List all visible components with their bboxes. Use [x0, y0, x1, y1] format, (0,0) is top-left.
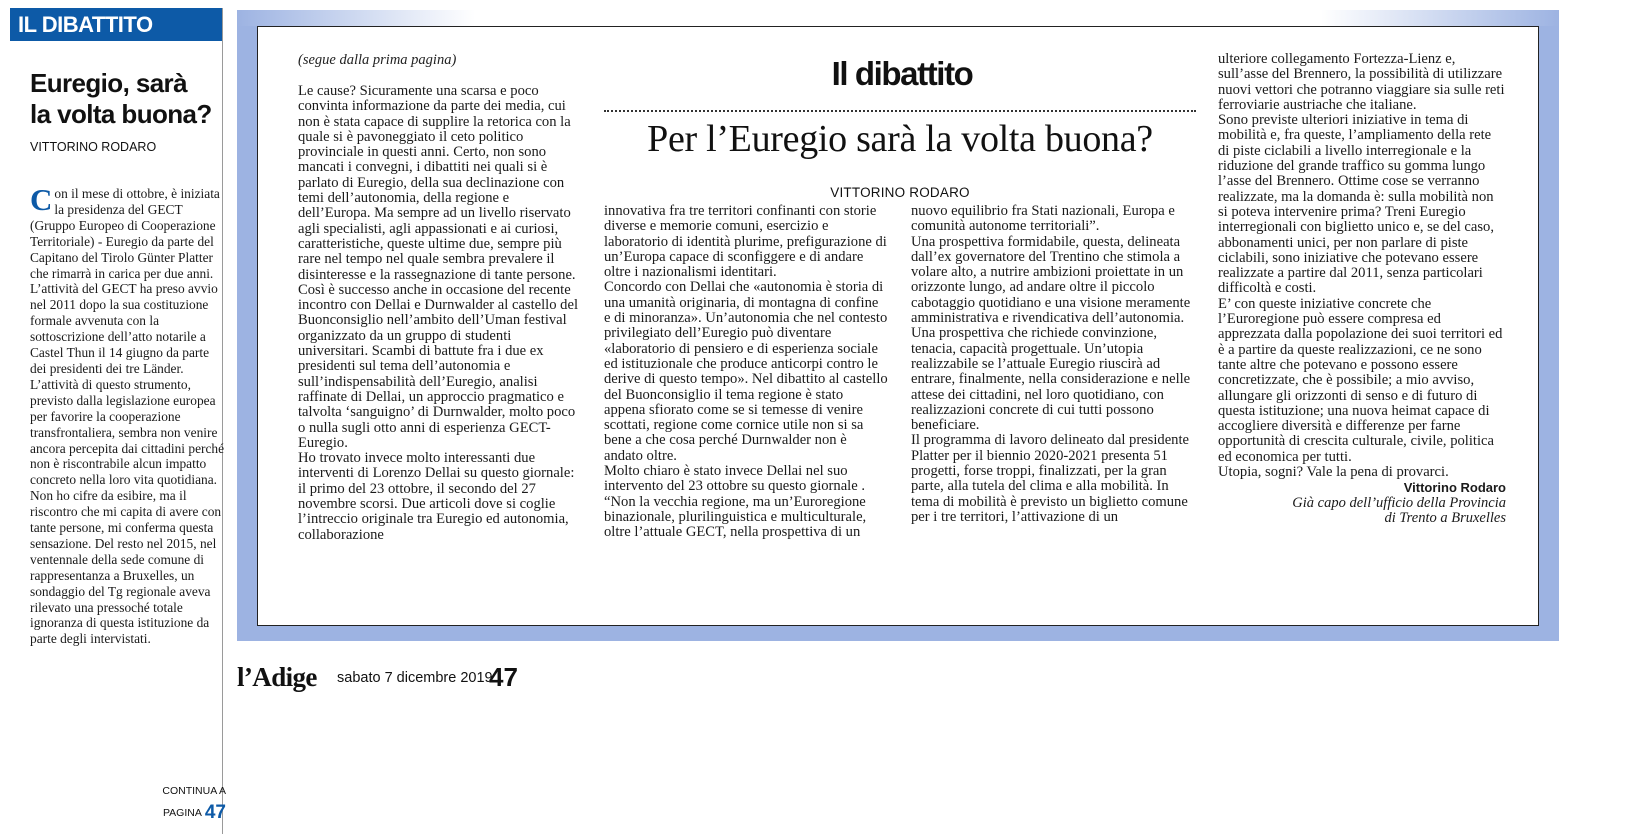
paragraph: Sono previste ulteriori iniziative in tema di mobilità e, fra queste, l’ampliamento della rete di piste ciclabili a livello interregionale e la riduzione del grande traffico su gomma lungo l’asse del Brennero. Ottime cose se verranno realizzate, ma la domanda è: sulla mobilità non si poteva intervenire prima? Treni Euregio interregionali con biglietto unico e, se del caso, abbonamenti unici, per non parlare di piste ciclabili, sono iniziative che potevano essere realizzate a partire dal 2011, senza particolari difficoltà e costi. [1218, 112, 1494, 297]
page-footer [237, 662, 637, 692]
paragraph: Utopia, sogni? Vale la pena di provarci. [1218, 464, 1449, 481]
paragraph: Ho trovato invece molto interessanti due interventi di Lorenzo Dellai su questo giornale: il primo del 23 ottobre, il secondo del 27 novembre scorsi. Due articoli dove si coglie l’intreccio originale tra Euregio ed autonomia, collaborazione [298, 450, 575, 543]
article-headline: Per l’Euregio sarà la volta buona? [647, 118, 1153, 160]
left-headline-line2: la volta buona? [30, 99, 212, 129]
article-frame [237, 10, 1559, 641]
paragraph: innovativa fra tre territori confinanti con storie diverse e memorie comuni, esercizio e laboratorio di identità plurime, prefigurazione di un’Europa capace di sconfiggere e di andare oltre i nazionalismi identitari. [604, 203, 887, 281]
left-body-paragraph: on il mese di ottobre, è iniziata la presidenza del GECT (Gruppo Europeo di Cooperazione Territoriale) - Euregio da parte del Capitano del Tirolo Günter Platter che rimarrà in carica per due anni. L’attività del GECT ha preso avvio nel 2011 dopo la sua costituzione formale avvenuta con la sottoscrizione dell’atto notarile a Castel Thun il 14 giugno da parte dei presidenti dei tre Länder. L’attività di questo strumento, previsto dalla legislazione europea per favorire la cooperazione transfrontaliera, sembra non venire ancora percepita dai cittadini perché non è riscontrabile alcun impatto concreto nella loro vita quotidiana. Non ho cifre da esibire, ma il riscontro che mi capita di avere con tante persone, mi conferma questa sensazione. Del resto nel 2015, nel ventennale della sede comune di rappresentanza a Bruxelles, un sondaggio del Tg regionale aveva rilevato una pressoché totale ignoranza di questa istituzione da parte degli intervistati. [30, 186, 225, 647]
continue-link[interactable] [98, 780, 226, 823]
left-section-kicker: IL DIBATTITO [10, 8, 222, 41]
continue-page-number: 47 [204, 802, 226, 823]
text-column-2 [604, 204, 888, 541]
left-byline: VITTORINO RODARO [30, 140, 157, 154]
paragraph: Le cause? Sicuramente una scarsa e poco convinta informazione da parte dei media, cui non è stata capace di supplire la retorica con la quale si è pavoneggiato il ceto politico provinciale in questi anni. Certo, non sono mancati i convegni, i dibattiti nei quali si è parlato di Euregio, della sua declinazione con temi dell’autonomia, della regione e dell’Europa. Ma sempre ad un livello riservato agli specialisti, agli appassionati e ai curiosi, caratteristiche, queste ultime due, sempre più rare nel tempo nel quale sembra prevalere il disinteresse e la rassegnazione di tante persone. [298, 83, 576, 283]
issue-date: sabato 7 dicembre 2019 [337, 670, 493, 686]
paragraph: Una prospettiva che richiede convinzione, tenacia, capacità progettuale. Un’utopia realizzabile se l’attuale Euregio riuscirà ad entrare, finalmente, nella considerazione e nelle attese dei cittadini, nel loro quotidiano, con realizzazioni concrete di cui tutti possono beneficiare. [911, 325, 1191, 434]
paragraph: Molto chiaro è stato invece Dellai nel suo intervento del 23 ottobre su questo giornale . “Non la vecchia regione, ma un’Euroregione binazionale, plurilinguistica e multiculturale, oltre l’attuale GECT, nella prospettiva di un [604, 463, 867, 541]
paragraph: Il programma di lavoro delineato dal presidente Platter per il biennio 2020-2021 presenta 51 progetti, forse troppi, finalizzati, per la gran parte, alla tutela del clima e alla mobilità. In tema di mobilità è previsto un biglietto comune per i tre territori, l’attivazione di un [911, 432, 1189, 525]
paragraph: Concordo con Dellai che «autonomia è storia di una umanità originaria, di montagna di confine e di minoranza». Un’autonomia che nel contesto privilegiato dell’Euregio può diventare «laboratorio di pensiero e di esperienza sociale ed istituzionale che produce anticorpi contro le derive di questo tempo». Nel dibattito al castello del Buonconsiglio il tema regione è stato appena sfiorato come se si temesse di venire scottati, regione come cornice utile non si sa bene a che cosa perché Durnwalder non è andato oltre. [604, 279, 888, 464]
newspaper-name: l’Adige [237, 662, 317, 692]
frame-gradient-band [237, 10, 1559, 26]
left-column [10, 8, 226, 834]
section-title: Il dibattito [831, 55, 973, 92]
page-number: 47 [489, 662, 518, 692]
paragraph: nuovo equilibrio fra Stati nazionali, Europa e comunità autonome territoriali”. [911, 203, 1175, 235]
author-signature: Vittorino Rodaro [1403, 480, 1506, 496]
paragraph: Una prospettiva formidabile, questa, delineata dall’ex governatore del Trentino che stimola a volare alto, a nutrire ambizioni proiettate in un orizzonte lungo, ad andare oltre il piccolo cabotaggio quotidiano e una visione meramente amministrativa e rivendicativa dell’autonomia. [911, 233, 1191, 327]
author-role-line2: di Trento a Bruxelles [1384, 510, 1506, 527]
text-column-3 [911, 204, 1195, 525]
paragraph: E’ con queste iniziative concrete che l’Euroregione può essere compresa ed apprezzata dalla popolazione dei suoi territori ed è a partire da queste realizzazioni, ce ne sono tante altre che potevano e possono essere concretizzate, che è possibile; a mio avviso, allungare gli orizzonti di senso e di futuro di questa istituzione; una nuova heimat capace di accogliere diversità e differenze per farne opportunità di crescita culturale, civile, politica ed economica per tutti. [1218, 295, 1503, 465]
article-box [257, 26, 1539, 626]
left-headline-line1: Euregio, sarà [30, 68, 187, 98]
text-column-4 [1218, 52, 1506, 527]
dotted-divider [604, 110, 1196, 112]
paragraph: Così è successo anche in occasione del recente incontro con Dellai e Durnwalder al castello del Buonconsiglio nell’ambito dell’Uman festival organizzato da un gruppo di studenti universitari. Scambi di battute fra i due ex presidenti sul tema dell’autonomia e sull’indispensabilità dell’Euregio, analisi raffinate di Dellai, un approccio pragmatico e talvolta ‘sanguigno’ di Durnwalder, molto poco o nulla sugli otto anni di esperienza GECT-Euregio. [298, 281, 579, 451]
author-role-line1: Già capo dell’ufficio della Provincia [1292, 494, 1506, 511]
paragraph: ulteriore collegamento Fortezza-Lienz e, sull’asse del Brennero, la possibilità di utilizzare nuovi vettori che potranno viaggiare sia sulle reti ferroviarie austriache che italiane. [1218, 51, 1505, 113]
drop-cap: C [30, 182, 53, 217]
continue-label: CONTINUA A PAGINA [162, 785, 226, 819]
text-column-1 [298, 84, 584, 543]
left-body-text [30, 182, 226, 647]
author-role [1218, 496, 1506, 527]
left-headline [30, 68, 216, 130]
article-byline: VITTORINO RODARO [830, 185, 970, 200]
continued-note: (segue dalla prima pagina) [298, 52, 457, 68]
